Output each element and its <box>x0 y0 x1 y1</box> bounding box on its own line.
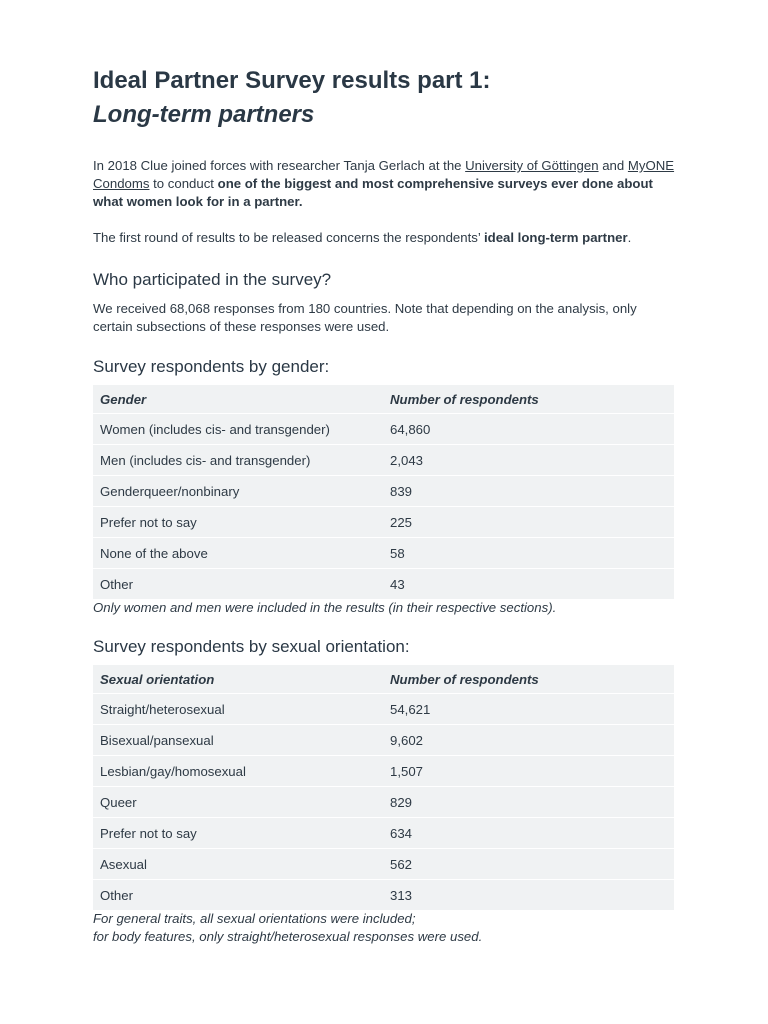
row-value: 9,602 <box>383 725 674 756</box>
intro-paragraph <box>93 157 675 211</box>
gender-count-col-header: Number of respondents <box>390 391 539 407</box>
orientation-col-header: Sexual orientation <box>100 671 215 687</box>
row-label: Other <box>93 880 383 911</box>
table-header-row <box>93 385 674 414</box>
table-row <box>93 445 674 476</box>
row-label: Other <box>93 569 383 600</box>
orientation-note-line-1: For general traits, all sexual orientations were included; <box>93 911 416 926</box>
row-label: Queer <box>93 787 383 818</box>
row-label: Genderqueer/nonbinary <box>93 476 383 507</box>
university-link[interactable]: University of Göttingen <box>465 158 599 173</box>
intro2-paragraph <box>93 229 675 247</box>
row-value: 43 <box>383 569 674 600</box>
row-label: Lesbian/gay/homosexual <box>93 756 383 787</box>
intro-text-1: In 2018 Clue joined forces with researcher Tanja Gerlach at the <box>93 158 466 173</box>
orientation-note <box>93 910 675 946</box>
table-header-row <box>93 665 674 694</box>
intro2-end: . <box>627 230 632 245</box>
intro-text-3: to conduct <box>149 176 218 191</box>
participated-heading: Who participated in the survey? <box>93 270 332 289</box>
table-row <box>93 787 674 818</box>
intro-text-2: and <box>598 158 628 173</box>
row-value: 839 <box>383 476 674 507</box>
table-row <box>93 476 674 507</box>
page-title <box>93 64 675 132</box>
table-row <box>93 569 674 600</box>
row-label: Asexual <box>93 849 383 880</box>
intro2-text: The first round of results to be released concerns the respondents’ <box>93 230 484 245</box>
row-label: Men (includes cis- and transgender) <box>93 445 383 476</box>
orientation-table <box>93 665 674 910</box>
intro-bold: one of the biggest and most comprehensive surveys ever done about what women look for in a partner. <box>93 176 653 209</box>
row-label: Straight/heterosexual <box>93 694 383 725</box>
participated-text: We received 68,068 responses from 180 countries. Note that depending on the analysis, only certain subsections of these responses were used. <box>93 301 637 334</box>
row-label: Bisexual/pansexual <box>93 725 383 756</box>
row-value: 829 <box>383 787 674 818</box>
table-row <box>93 725 674 756</box>
orientation-count-col-header: Number of respondents <box>390 671 539 687</box>
row-value: 64,860 <box>383 414 674 445</box>
gender-note: Only women and men were included in the results (in their respective sections). <box>93 600 557 615</box>
row-value: 58 <box>383 538 674 569</box>
table-row <box>93 756 674 787</box>
myone-link[interactable]: MyONE Condoms <box>93 158 675 191</box>
row-label: None of the above <box>93 538 383 569</box>
table-row <box>93 818 674 849</box>
table-row <box>93 880 674 911</box>
gender-table <box>93 385 674 599</box>
article <box>93 64 675 946</box>
gender-col-header: Gender <box>100 391 147 407</box>
table-row <box>93 849 674 880</box>
table-row <box>93 538 674 569</box>
row-value: 634 <box>383 818 674 849</box>
table-row <box>93 414 674 445</box>
row-value: 2,043 <box>383 445 674 476</box>
page-subtitle: Long-term partners <box>93 101 315 128</box>
row-value: 313 <box>383 880 674 911</box>
row-label: Prefer not to say <box>93 818 383 849</box>
table-row <box>93 507 674 538</box>
row-value: 1,507 <box>383 756 674 787</box>
table-row <box>93 694 674 725</box>
row-label: Women (includes cis- and transgender) <box>93 414 383 445</box>
row-value: 54,621 <box>383 694 674 725</box>
page-title-main: Ideal Partner Survey results part 1: <box>93 67 491 94</box>
orientation-note-line-2: for body features, only straight/heterosexual responses were used. <box>93 929 483 944</box>
row-label: Prefer not to say <box>93 507 383 538</box>
row-value: 562 <box>383 849 674 880</box>
orientation-heading: Survey respondents by sexual orientation: <box>93 637 410 656</box>
gender-heading: Survey respondents by gender: <box>93 357 330 376</box>
row-value: 225 <box>383 507 674 538</box>
intro2-bold: ideal long-term partner <box>483 230 628 245</box>
